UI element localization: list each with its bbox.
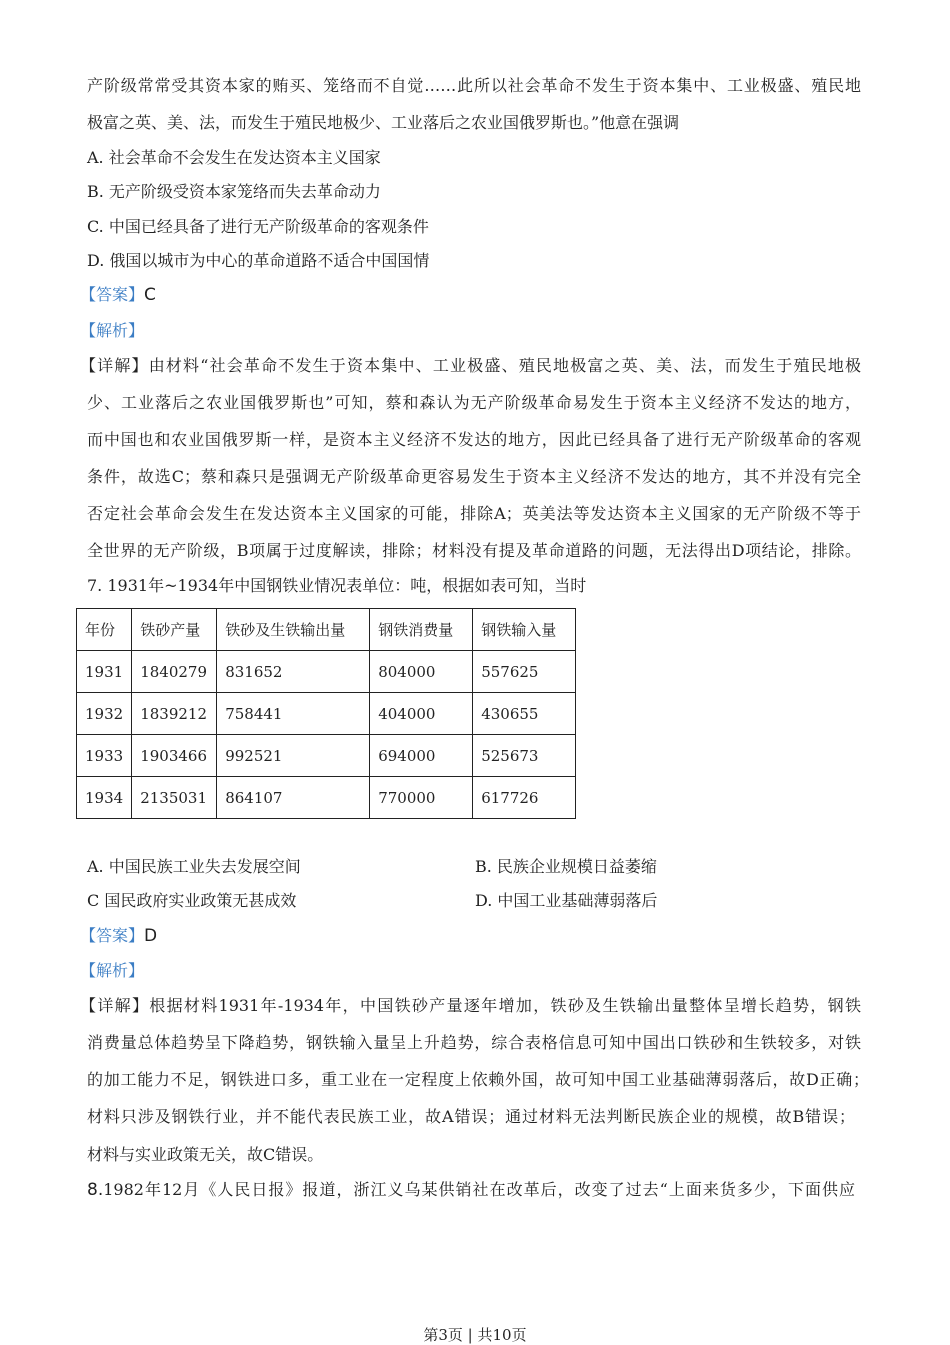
table-header: 年份 [77,609,132,651]
q6-option-c: C. 中国已经具备了进行无产阶级革命的客观条件 [87,217,429,236]
q7-detail-line: 的加工能力不足，钢铁进口多，重工业在一定程度上依赖外国，故可知中国工业基础薄弱落后，故D正确； [87,1070,869,1089]
table-cell: 758441 [217,693,370,735]
table-cell: 2135031 [132,777,217,819]
question-number: 7. [87,576,103,595]
table-cell: 525673 [473,735,576,777]
table-cell: 1840279 [132,651,217,693]
table-cell: 1933 [77,735,132,777]
answer-value: D [144,926,158,946]
table-cell: 992521 [217,735,370,777]
table-cell: 804000 [370,651,473,693]
q7-option-d: D. 中国工业基础薄弱落后 [475,891,658,910]
table-cell: 1934 [77,777,132,819]
q7-stem [87,576,586,596]
q6-detail-line [80,356,861,376]
q7-detail-line [80,996,861,1016]
table-header: 钢铁消费量 [370,609,473,651]
table-row [77,777,576,819]
q8-stem [87,1180,855,1200]
detail-text: 根据材料1931年-1934年，中国铁砂产量逐年增加，铁砂及生铁输出量整体呈增长趋势，钢铁 [149,996,861,1015]
table-header: 钢铁输入量 [473,609,576,651]
q7-option-a: A. 中国民族工业失去发展空间 [87,857,301,876]
q7-option-b: B. 民族企业规模日益萎缩 [475,857,657,876]
table-cell: 1839212 [132,693,217,735]
steel-table [76,608,576,819]
page-footer: 第3页 | 共10页 [423,1326,527,1344]
q6-detail-line: 否定社会革命会发生在发达资本主义国家的可能，排除A；英美法等发达资本主义国家的无产阶级不等于 [87,504,861,523]
question-number: 8. [87,1180,104,1200]
q7-detail-line: 材料只涉及钢铁行业，并不能代表民族工业，故A错误；通过材料无法判断民族企业的规模，故B错误； [87,1107,855,1126]
table-row [77,693,576,735]
q6-detail-line: 全世界的无产阶级，B项属于过度解读，排除；材料没有提及革命道路的问题，无法得出D项结论，排除。 [87,541,861,560]
table-cell: 1903466 [132,735,217,777]
q7-answer [80,926,157,946]
q6-analysis-label: 【解析】 [80,321,145,340]
question-stem: 1982年12月《人民日报》报道，浙江义乌某供销社在改革后，改变了过去“上面来货多少，下面供应 [103,1180,855,1199]
table-cell: 617726 [473,777,576,819]
table-cell: 694000 [370,735,473,777]
table-cell: 770000 [370,777,473,819]
table-cell: 404000 [370,693,473,735]
q7-detail-line: 消费量总体趋势呈下降趋势，钢铁输入量呈上升趋势，综合表格信息可知中国出口铁砂和生铁较多，对铁 [87,1033,861,1052]
table-cell: 557625 [473,651,576,693]
q6-answer [80,285,156,305]
table-cell: 864107 [217,777,370,819]
q6-option-d: D. 俄国以城市为中心的革命道路不适合中国国情 [87,251,430,270]
table-cell: 1931 [77,651,132,693]
detail-text: 由材料“社会革命不发生于资本集中、工业极盛、殖民地极富之英、美、法，而发生于殖民地极 [148,356,861,375]
q7-analysis-label: 【解析】 [80,961,145,980]
question-stem: 1931年~1934年中国钢铁业情况表单位：吨，根据如表可知，当时 [107,576,587,595]
table-header: 铁砂产量 [132,609,217,651]
q6-detail-line: 条件，故选C；蔡和森只是强调无产阶级革命更容易发生于资本主义经济不发达的地方，其不并没有完全 [87,467,861,486]
answer-label: 【答案】 [80,926,145,945]
q6-detail-line: 少、工业落后之农业国俄罗斯也”可知，蔡和森认为无产阶级革命易发生于资本主义经济不发达的地方， [87,393,861,412]
detail-label: 【详解】 [80,356,149,375]
q7-detail-line: 材料与实业政策无关，故C错误。 [87,1145,324,1164]
table-cell: 831652 [217,651,370,693]
q6-option-a: A. 社会革命不会发生在发达资本主义国家 [87,148,381,167]
table-row [77,651,576,693]
q6-option-b: B. 无产阶级受资本家笼络而失去革命动力 [87,182,381,201]
table-row [77,735,576,777]
table-header-row [77,609,576,651]
detail-label: 【详解】 [80,996,150,1015]
answer-label: 【答案】 [80,285,145,304]
table-cell: 1932 [77,693,132,735]
table-cell: 430655 [473,693,576,735]
table-header: 铁砂及生铁输出量 [217,609,370,651]
q6-stem-line: 极富之英、美、法，而发生于殖民地极少、工业落后之农业国俄罗斯也。”他意在强调 [87,113,680,132]
answer-value: C [144,285,156,305]
q6-stem-line: 产阶级常常受其资本家的贿买、笼络而不自觉……此所以社会革命不发生于资本集中、工业极盛、殖民地 [87,76,861,95]
q7-option-c: C 国民政府实业政策无甚成效 [87,891,297,910]
q6-detail-line: 而中国也和农业国俄罗斯一样，是资本主义经济不发达的地方，因此已经具备了进行无产阶级革命的客观 [87,430,861,449]
